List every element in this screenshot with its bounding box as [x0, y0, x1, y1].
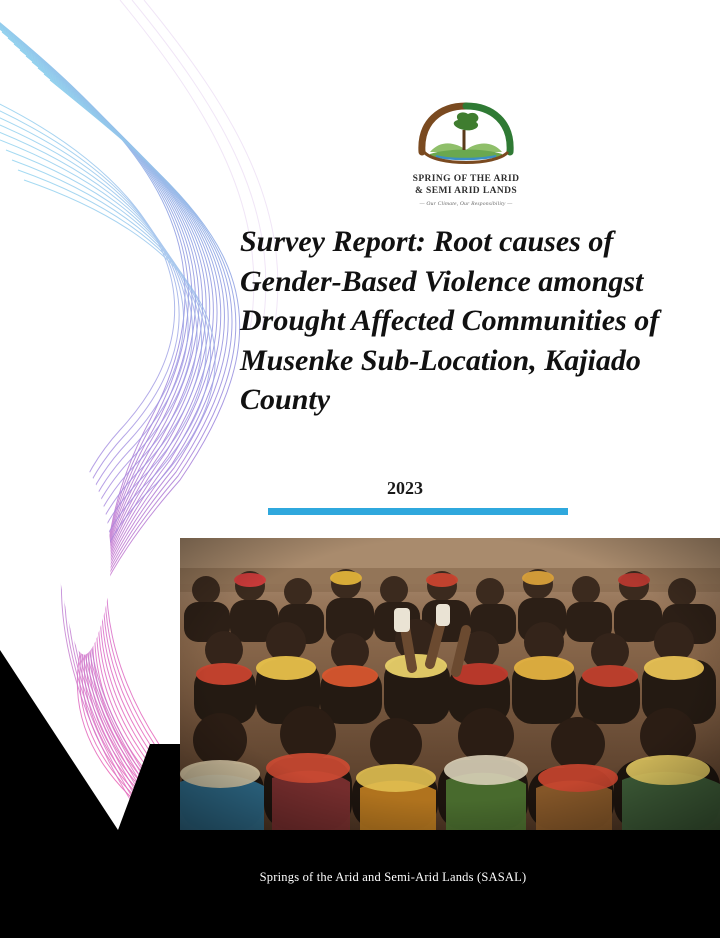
- black-wedge-artwork: [0, 530, 190, 830]
- logo-tagline: — Our Climate, Our Responsibility —: [419, 200, 513, 207]
- page-title: Survey Report: Root causes of Gender-Based Violence amongst Drought Affected Communities of Musenke Sub-Location, Kajiado County: [240, 225, 660, 417]
- accent-rule: [268, 508, 568, 515]
- logo-organisation-line2: & SEMI ARID LANDS: [414, 185, 518, 196]
- crowd-of-people-photo: [180, 538, 720, 830]
- footer-organisation: Springs of the Arid and Semi-Arid Lands (SASAL): [259, 870, 527, 884]
- logo-organisation-line1: SPRING OF THE ARID: [412, 174, 520, 184]
- logo-tagline-text: Our Climate, Our Responsibility: [426, 200, 506, 207]
- logo-organisation-name: [386, 174, 546, 198]
- footer-band: [0, 830, 720, 938]
- publication-year: 2023: [387, 478, 423, 498]
- tree-in-landscape-icon: [414, 100, 518, 170]
- logo: [386, 100, 546, 207]
